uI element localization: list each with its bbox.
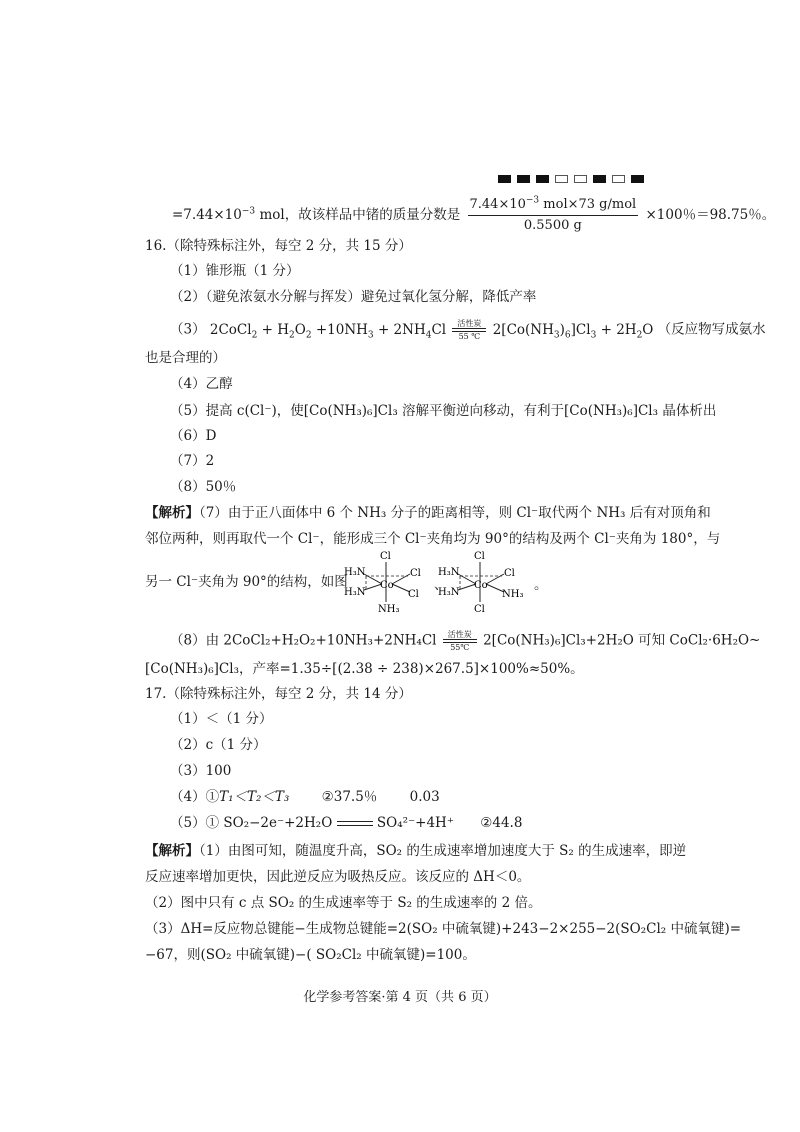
q17-a5-b: ②44.8 (480, 815, 523, 831)
ligand-label: NH₃ (378, 604, 400, 615)
q16-analysis-8-line2: [Co(NH₃)₆]Cl₃，产率=1.35÷[(2.38 ÷ 238)×267.5]×100%≈50%。 (145, 661, 584, 677)
q16-answer-7: （7）2 (170, 453, 215, 469)
header-mark (517, 175, 530, 183)
q16-answer-6: （6）D (170, 428, 217, 444)
q17-analysis-3-line2: −67，则(SO₂ 中硫氧键)−( SO₂Cl₂ 中硫氧键)=100。 (145, 947, 476, 963)
header-mark (555, 175, 568, 183)
q16-answer-3-cont: 也是合理的） (145, 350, 226, 366)
frac-num: 7.44×10 (469, 197, 526, 212)
co-complex-structure-left (342, 548, 432, 616)
q16-a3-reactants: 2CoCl$_2$ + $H_2O_2 +10NH_3 + 2NH_4Cl$ (209, 321, 447, 341)
page-footer: 化学参考答案·第 4 页（共 6 页） (303, 990, 497, 1005)
top-exp: −3 (241, 206, 256, 217)
q17-analysis-1-line1 (145, 842, 686, 860)
q17-a4-b: ②37.5％ (321, 789, 378, 805)
temperature-label: 55℃ (450, 643, 470, 652)
analysis-8-products: 2[Co(NH₃)₆]Cl₃+2H₂O 可知 CoCl₂·6H₂O~ (483, 632, 761, 649)
frac-num-rest: mol×73 g/mol (539, 197, 637, 212)
analysis-label: 【解析】 (145, 505, 199, 521)
top-text: mol，故该样品中锗的质量分数是 (255, 207, 461, 223)
top-prefix: =7.44×10 (172, 207, 242, 223)
q17-a4-prefix: （4）① (170, 789, 220, 805)
q16-analysis-7-line2: 邻位两种，则再取代一个 Cl⁻，能形成三个 Cl⁻夹角均为 90°的结构及两个 Cl⁻夹角为 180°，与 (145, 531, 721, 547)
q16-answer-4: （4）乙醇 (170, 376, 233, 392)
metal-center-label: Co (380, 580, 394, 591)
q16-analysis-7-line3 (145, 573, 348, 591)
reaction-condition (443, 630, 477, 652)
q17-answer-4 (170, 788, 440, 806)
header-mark (631, 175, 644, 183)
header-marks (498, 175, 644, 183)
q16-answer-1: （1）锥形瓶（1 分） (170, 263, 300, 279)
temperature-label: 55 ℃ (458, 332, 481, 341)
header-mark (536, 175, 549, 183)
q16-a3-prefix: （3） (170, 321, 206, 338)
q17-analysis-1-line2: 反应速率增加更快，因此逆反应为吸热反应。该反应的 ΔH＜0。 (145, 869, 531, 885)
q17-a5-reactants: （5）① SO₂−2e⁻+2H₂O (170, 815, 333, 831)
header-mark (593, 175, 606, 183)
q17-a4-c: 0.03 (409, 789, 440, 805)
q16-answer-2: （2）（避免浓氨水分解与挥发）避免过氧化氢分解，降低产率 (170, 289, 537, 305)
co-complex-structure-right (436, 548, 532, 616)
analysis-text: （7）由于正八面体中 6 个 NH₃ 分子的距离相等，则 Cl⁻取代两个 NH₃ 后有对顶角和 (199, 505, 711, 521)
q17-analysis-3-line1: （3）ΔH=反应物总键能−生成物总键能=2(SO₂ 中硫氧键)+243−2×255−2(SO₂Cl₂ 中硫氧键)= (145, 921, 742, 937)
ligand-label: Cl (504, 568, 515, 579)
structure-separator: 、 (434, 577, 448, 593)
ligand-label: Cl (474, 551, 485, 562)
germanium-fraction-line (172, 196, 775, 235)
structure-end-mark: 。 (534, 577, 548, 593)
ligand-label: Cl (474, 604, 485, 615)
catalyst-label: 活性炭 (447, 630, 472, 639)
q17-a5-products: SO₄²⁻+4H⁺ (376, 815, 454, 831)
catalyst-label: 活性炭 (457, 319, 482, 328)
analysis-8-reactants: （8）由 2CoCl₂+H₂O₂+10NH₃+2NH₄Cl (170, 632, 437, 649)
ligand-label: Cl (408, 589, 419, 600)
ligand-label: H₃N (344, 567, 366, 578)
analysis-7-line3-text: 另一 Cl⁻夹角为 90°的结构，如图 (145, 574, 348, 590)
ligand-label: Cl (380, 551, 391, 562)
equals-arrow (337, 821, 373, 826)
mass-fraction (468, 196, 639, 235)
q17-answer-2: （2）c（1 分） (170, 737, 267, 753)
header-mark (574, 175, 587, 183)
ligand-label: H₃N (438, 567, 460, 578)
metal-center-label: Co (474, 580, 488, 591)
q17-title: 17.（除特殊标注外，每空 2 分，共 14 分） (145, 686, 412, 702)
frac-den: 0.5500 g (523, 218, 582, 233)
q16-answer-5: （5）提高 c(Cl⁻)，使[Co(NH₃)₆]Cl₃ 溶解平衡逆向移动，有利于[Co(NH₃)₆]Cl₃ 晶体析出 (170, 403, 717, 419)
reaction-condition (452, 319, 486, 341)
analysis-text: （1）由图可知，随温度升高，SO₂ 的生成速率增加速度大于 S₂ 的生成速率，即逆 (199, 843, 687, 859)
ligand-label: NH₃ (502, 589, 524, 600)
frac-num-exp: −3 (525, 195, 540, 206)
q16-a3-products: $2[Co(NH_3)_6]Cl_3 + 2H_2O$ (492, 321, 654, 341)
q16-analysis-7-line1 (145, 504, 711, 522)
q17-analysis-2: （2）图中只有 c 点 SO₂ 的生成速率等于 S₂ 的生成速率的 2 倍。 (145, 895, 542, 911)
q16-analysis-8-line1 (170, 630, 760, 652)
header-mark (612, 175, 625, 183)
temperature-order: T₁＜T₂＜T₃ (219, 789, 290, 805)
header-mark (498, 175, 511, 183)
q16-answer-8: （8）50％ (170, 479, 237, 495)
ligand-label: Cl (410, 568, 421, 579)
ligand-label: H₃N (344, 587, 366, 598)
analysis-label: 【解析】 (145, 843, 199, 859)
q16-answer-3 (170, 319, 766, 341)
q17-answer-1: （1）＜（1 分） (170, 711, 273, 727)
q16-a3-note: （反应物写成氨水 (657, 321, 766, 338)
q16-title: 16.（除特殊标注外，每空 2 分，共 15 分） (145, 238, 412, 254)
ligand-label: H₃N (438, 587, 460, 598)
q17-answer-3: （3）100 (170, 763, 232, 779)
q17-answer-5 (170, 814, 522, 832)
top-tail: ×100％＝98.75％。 (645, 207, 776, 223)
